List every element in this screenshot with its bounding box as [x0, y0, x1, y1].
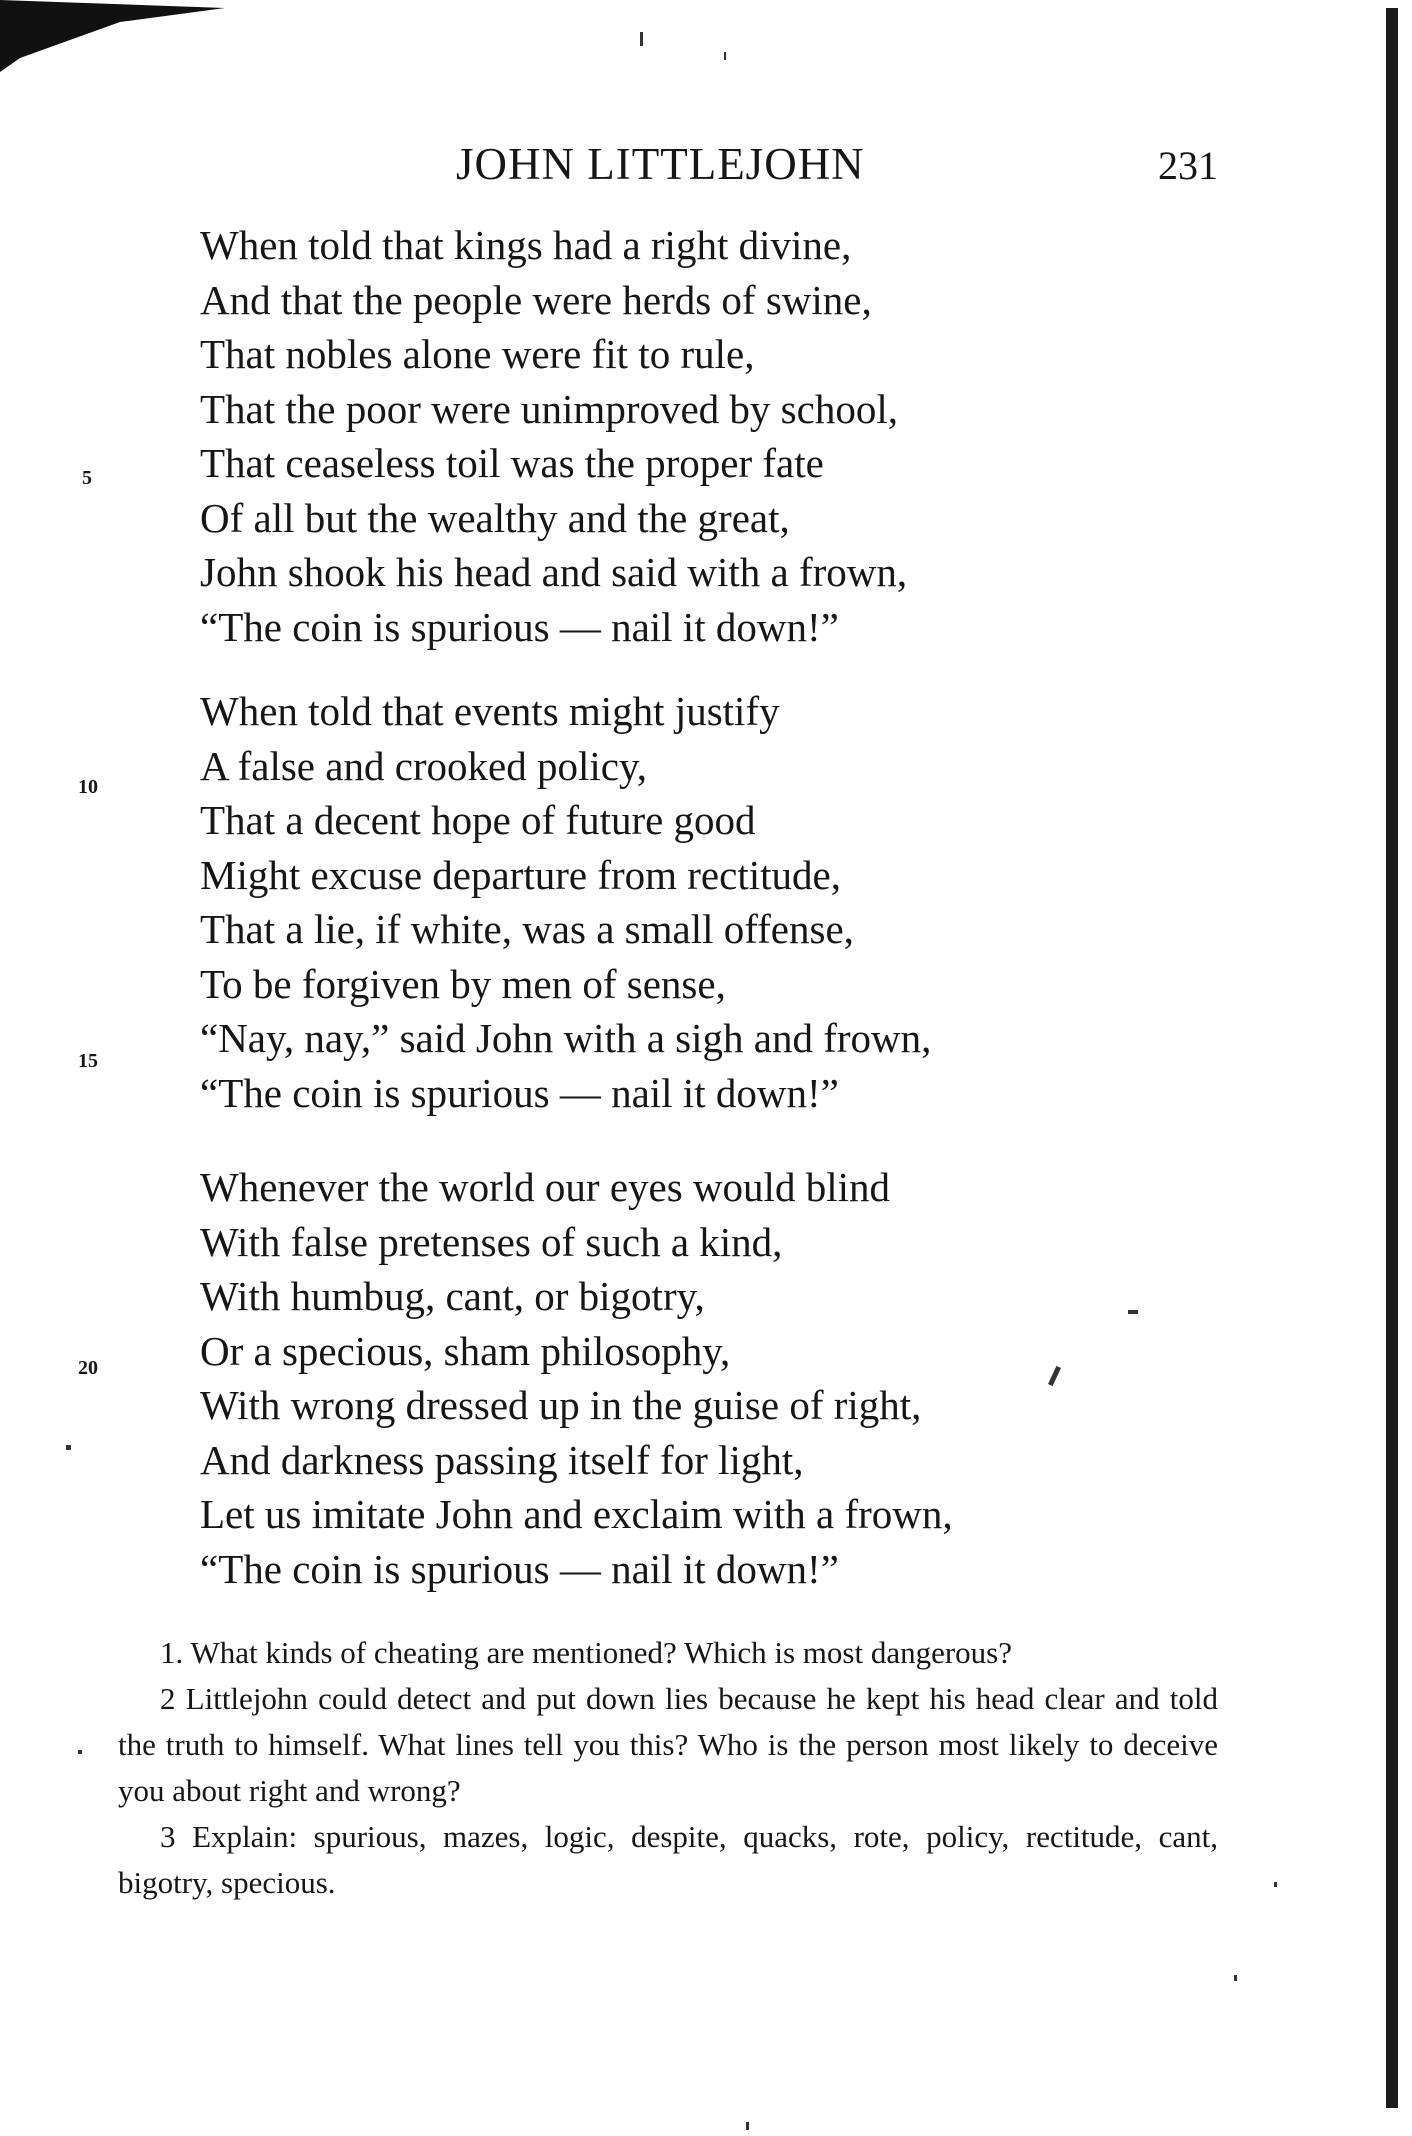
poem-line: A false and crooked policy, — [200, 742, 648, 789]
question-text: Explain: spurious, mazes, logic, despite, quacks, rote, policy, rectitude, cant, bigotry, specious. — [118, 1819, 1218, 1900]
running-head — [0, 138, 1412, 198]
scan-speck — [1048, 1366, 1061, 1386]
poem-line: John shook his head and said with a frown, — [200, 549, 908, 595]
poem-line: And that the people were herds of swine, — [200, 276, 872, 323]
stanza-3 — [200, 1160, 953, 1596]
line-number: 15 — [78, 1050, 98, 1072]
poem-line: “The coin is spurious — nail it down!” — [200, 1069, 839, 1116]
question-number: 2 — [160, 1681, 176, 1716]
poem-line: With false pretenses of such a kind, — [200, 1218, 783, 1265]
poem-line: When told that kings had a right divine, — [200, 222, 852, 268]
scan-speck — [724, 52, 726, 60]
poem-line: “The coin is spurious — nail it down!” — [200, 1545, 839, 1592]
poem-line: That a decent hope of future good — [200, 797, 756, 843]
poem-line: Whenever the world our eyes would blind — [200, 1164, 890, 1210]
poem-line: With wrong dressed up in the guise of right, — [200, 1382, 922, 1428]
poem-line: That ceaseless toil was the proper fate — [200, 440, 824, 486]
scan-speck — [1274, 1882, 1277, 1887]
poem-line: With humbug, cant, or bigotry, — [200, 1273, 705, 1319]
scan-corner-mark — [0, 0, 240, 80]
line-number: 20 — [78, 1357, 98, 1379]
line-number: 5 — [82, 467, 92, 489]
question-1 — [118, 1630, 1218, 1676]
poem-line: That nobles alone were fit to rule, — [200, 331, 755, 377]
scan-speck — [746, 2122, 749, 2130]
poem-line: And darkness passing itself for light, — [200, 1436, 804, 1483]
poem-line: Might excuse departure from rectitude, — [200, 851, 841, 898]
poem-line: Let us imitate John and exclaim with a frown, — [200, 1491, 953, 1537]
poem-line: “The coin is spurious — nail it down!” — [200, 603, 839, 650]
scan-speck — [640, 32, 643, 46]
scan-speck — [1234, 1975, 1237, 1981]
study-questions — [118, 1630, 1218, 1906]
question-number: 1. — [160, 1635, 184, 1670]
question-3 — [118, 1814, 1218, 1906]
poem-line: Of all but the wealthy and the great, — [200, 494, 790, 541]
question-2 — [118, 1676, 1218, 1814]
poem-line: Or a specious, sham philosophy, — [200, 1327, 731, 1374]
question-text: Littlejohn could detect and put down lies because he kept his head clear and told the truth to himself. What lines tell you this? Who is the person most likely to deceive you about right and wrong? — [118, 1681, 1219, 1808]
scan-speck — [78, 1750, 82, 1754]
stanza-2 — [200, 684, 931, 1120]
question-text: What kinds of cheating are mentioned? Which is most dangerous? — [190, 1635, 1012, 1670]
poem-line: That the poor were unimproved by school, — [200, 385, 898, 432]
scan-page-edge — [1386, 8, 1398, 2108]
poem-line: That a lie, if white, was a small offense, — [200, 906, 854, 952]
scan-speck — [66, 1445, 71, 1450]
question-number: 3 — [160, 1819, 176, 1854]
poem-line: When told that events might justify — [200, 688, 780, 734]
page-title: JOHN LITTLEJOHN — [456, 139, 865, 189]
scan-speck — [1128, 1310, 1138, 1314]
poem-line: “Nay, nay,” said John with a sigh and frown, — [200, 1015, 932, 1061]
page-number: 231 — [1158, 143, 1218, 188]
line-number: 10 — [78, 776, 98, 798]
poem-line: To be forgiven by men of sense, — [200, 960, 726, 1007]
stanza-1 — [200, 218, 907, 654]
